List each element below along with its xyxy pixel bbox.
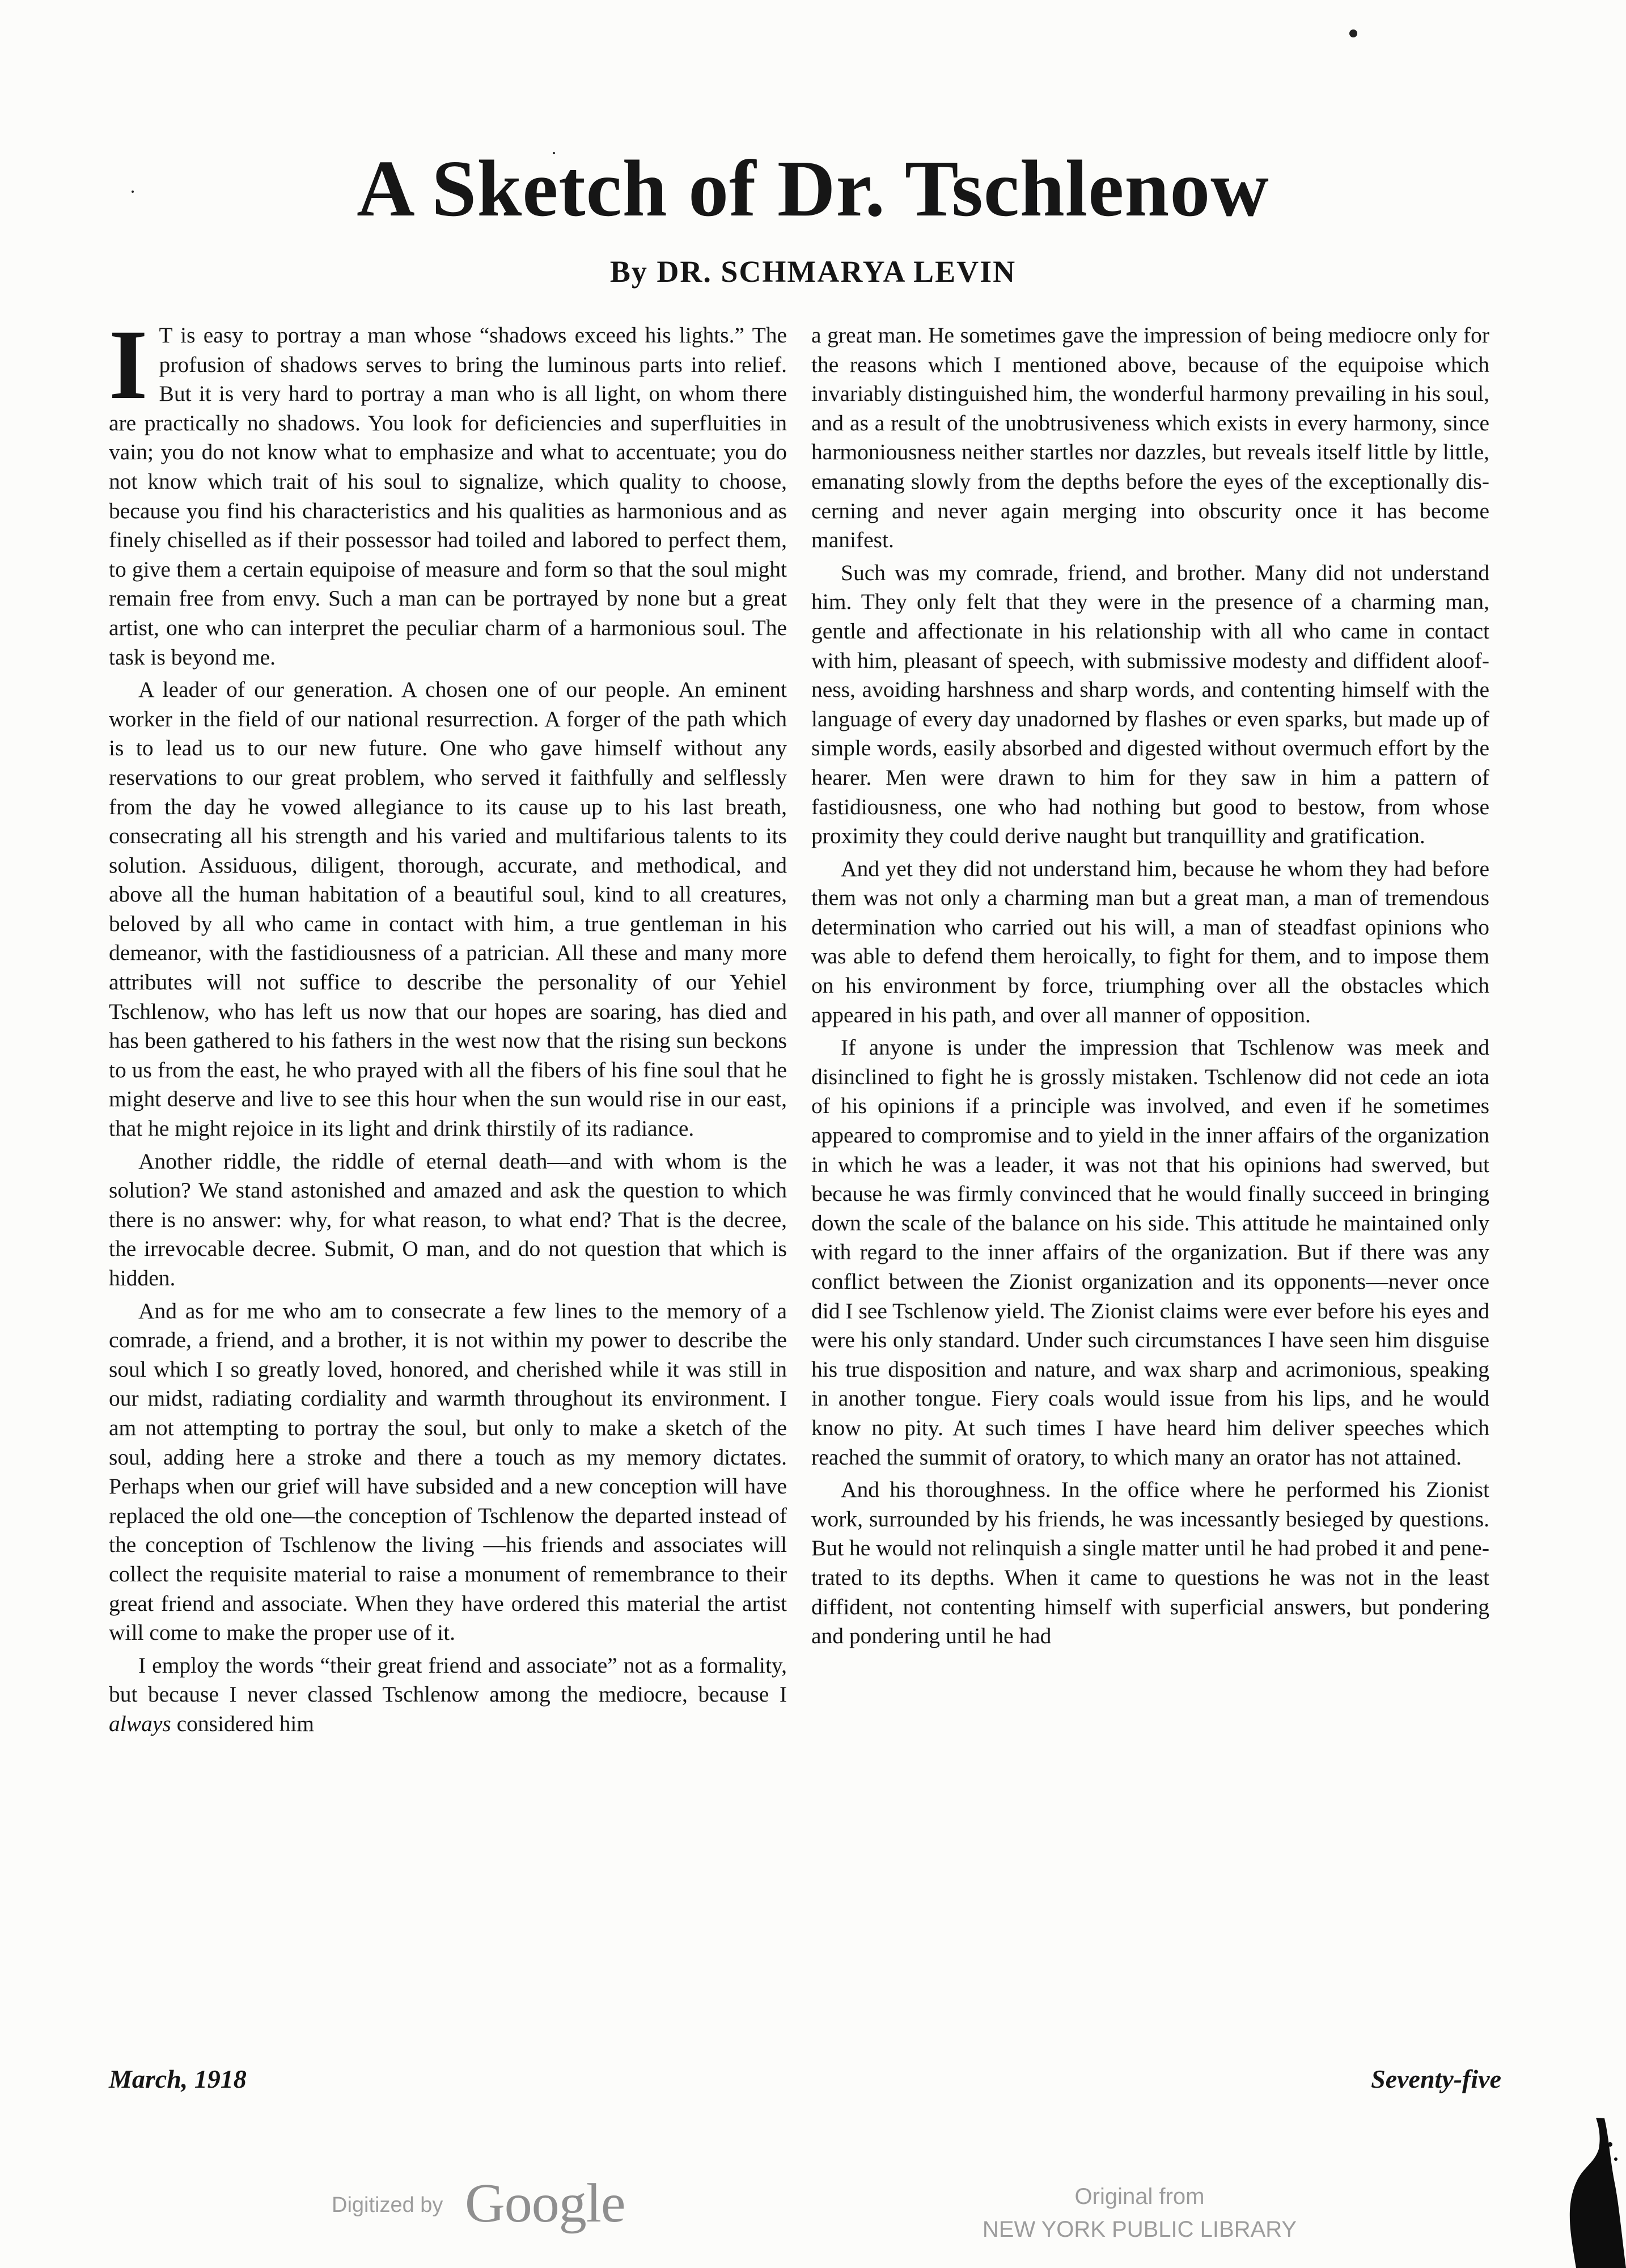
paragraph-thoroughness: And his thoroughness. In the office where he performed his Zionist work, surrounded by his friends, he was incessantly besieged by questions. But he would not relinquish a single matter until he had probed it and penetrated to its depths. When it came to questions he was not in the least diffident, not contenting himself with superficial answers, but pondering and pondering until he had xyxy=(811,1477,1489,1649)
paragraph-great-man: a great man. He sometimes gave the impression of being mediocre only for the reasons which I mentioned above, because of the equipoise which invariably distinguished him, the wonderful harmony prevailing in his soul, and as a result of the unobtrusiveness which exists in every harmony, since harmoniousness neither startles nor dazzles, but reveals itself little by little, emanating slowly from the depths before the eyes of the exceptionally discerning and never again merging into obscurity once it has become manifest. xyxy=(811,323,1489,553)
paragraph-great-friend-start: I employ the words “their great friend and associate” not as a formality, but because I never classed Tschlenow among the mediocre, because I xyxy=(109,1652,787,1707)
drop-cap: I xyxy=(109,310,148,420)
paragraph-great-friend xyxy=(109,1651,787,1739)
paragraph-not-understood: And yet they did not understand him, because he whom they had before them was not only a charming man but a great man, a man of tremendous determination who carried out his will, a man of steadfast opinions who was able to defend them heroically, to fight for them, and to impose them on his environment by force, triumphing over all the obstacles which appeared in his path, and over all manner of opposition. xyxy=(811,856,1489,1027)
page-number: Seventy-five xyxy=(1371,2064,1501,2093)
paragraph-fighter: If anyone is under the impression that Tschlenow was meek and disinclined to fight he is grossly mistaken. Tschlenow did not cede an iota of his opinions if a principle was involved, and even if he sometimes appeared to compromise and to yield in the inner affairs of the organization in which he was a leader, it was not that his opinions had swerved, but because he was firmly convinced that he would finally succeed in bringing down the scale of the balance on his side. This attitude he maintained only with regard to the inner affairs of the organization. But if there was any conflict between the Zionist organization and its opponents—never once did I see Tschlenow yield. The Zionist claims were ever before his eyes and were his only standard. Under such circumstances I have seen him disguise his true disposition and nature, and wax sharp and acrimonious, speaking in another tongue. Fiery coals would issue from his lips, and he would know no pity. At such times I have heard him deliver speeches which reached the summit of oratory, to which many an orator has not attained. xyxy=(811,1035,1489,1470)
opening-paragraph xyxy=(109,310,787,672)
issue-date: March, 1918 xyxy=(109,2064,247,2093)
library-name: NEW YORK PUBLIC LIBRARY xyxy=(982,2217,1297,2242)
library-credit xyxy=(930,2180,1349,2246)
page-edge-shadow-icon xyxy=(1542,2064,1626,2268)
original-from-label: Original from xyxy=(1074,2184,1205,2209)
ink-speck xyxy=(1349,29,1357,37)
right-column xyxy=(811,321,1489,1655)
paragraph-riddle: Another riddle, the riddle of eternal death—and with whom is the solution? We stand astonished and amazed and ask the question to which there is no answer: why, for what reason, to what end? That is the decree, the irrevocable decree. Submit, O man, and do not question that which is hidden. xyxy=(109,1148,787,1290)
opening-paragraph-text: T is easy to portray a man whose “shadows exceed his lights.” The profusion of shadows serves to bring the luminous parts into relief. But it is very hard to portray a man who is all light, on whom there are practically no shadows. You look for deficiencies and superfluities in vain; you do not know what to emphasize and what to accentuate; you do not know which trait of his soul to signalize, which quality to choose, because you find his characteristics and his qualities as harmonious and as finely chiselled as if their possessor had toiled and labored to perfect them, to give them a certain equipoise of measure and form so that the soul might remain free from envy. Such a man can be portrayed by none but a great artist, one who can interpret the peculiar charm of a harmonious soul. The task is beyond me. xyxy=(109,323,787,670)
google-logo: Google xyxy=(465,2173,625,2234)
paragraph-comrade: Such was my comrade, friend, and brother. Many did not understand him. They only felt that they were in the presence of a charming man, gentle and affectionate in his relationship with all who came in contact with him, pleasant of speech, with submissive modesty and diffident aloofness, avoiding harshness and sharp words, and contenting himself with the language of every day unadorned by flashes or even sparks, but made up of simple words, easily absorbed and digested without overmuch effort by the hearer. Men were drawn to him for they saw in him a pattern of fastidiousness, one who had nothing but good to bestow, from whose proximity they could derive naught but tranquillity and gratification. xyxy=(811,560,1489,849)
paragraph-leader: A leader of our generation. A chosen one of our people. An eminent worker in the field of our national resurrection. A forger of the path which is to lead us to our new future. One who gave himself without any reservations to our great problem, who served it faithfully and selflessly from the day he vowed allegiance to its cause up to his last breath, consecrating all his strength and his varied and multifarious talents to its solution. Assiduous, diligent, thorough, accurate, and methodical, and above all the human habitation of a beautiful soul, kind to all creatures, beloved by all who came in contact with him, a true gentleman in his demeanor, with the fastidiousness of a patrician. All these and many more attributes will not suffice to describe the personality of our Yehiel Tschlenow, who has left us now that our hopes are soaring, has died and has been gathered to his fathers in the west now that the rising sun beckons to us from the east, he who prayed with all the fibers of his fine soul that he might deserve and live to see this hour when the sun would rise in our east, that he might rejoice in its light and drink thirstily of its radiance. xyxy=(109,677,787,1141)
emphasized-word: always xyxy=(109,1711,171,1736)
left-column xyxy=(109,310,787,1742)
paragraph-great-friend-end: considered him xyxy=(176,1711,315,1736)
paragraph-memory: And as for me who am to consecrate a few lines to the memory of a comrade, a friend, and a brother, it is not within my power to describe the soul which I so greatly loved, honored, and cherished while it was still in our midst, radiating cordiality and warmth throughout its environment. I am not attempting to portray the soul, but only to make a sketch of the soul, adding here a stroke and there a touch as my memory dictates. Perhaps when our grief will have subsided and a new conception will have replaced the old one—the conception of Tschlenow the departed instead of the conception of Tschlenow the living —his friends and associates will collect the requisite material to raise a monument of remembrance to their great friend and associate. When they have ordered this material the artist will come to make the proper use of it. xyxy=(109,1298,787,1645)
article-title: A Sketch of Dr. Tschlenow xyxy=(357,143,1269,233)
digitized-by-label: Digitized by xyxy=(332,2193,443,2217)
article-byline: By DR. SCHMARYA LEVIN xyxy=(609,255,1017,289)
